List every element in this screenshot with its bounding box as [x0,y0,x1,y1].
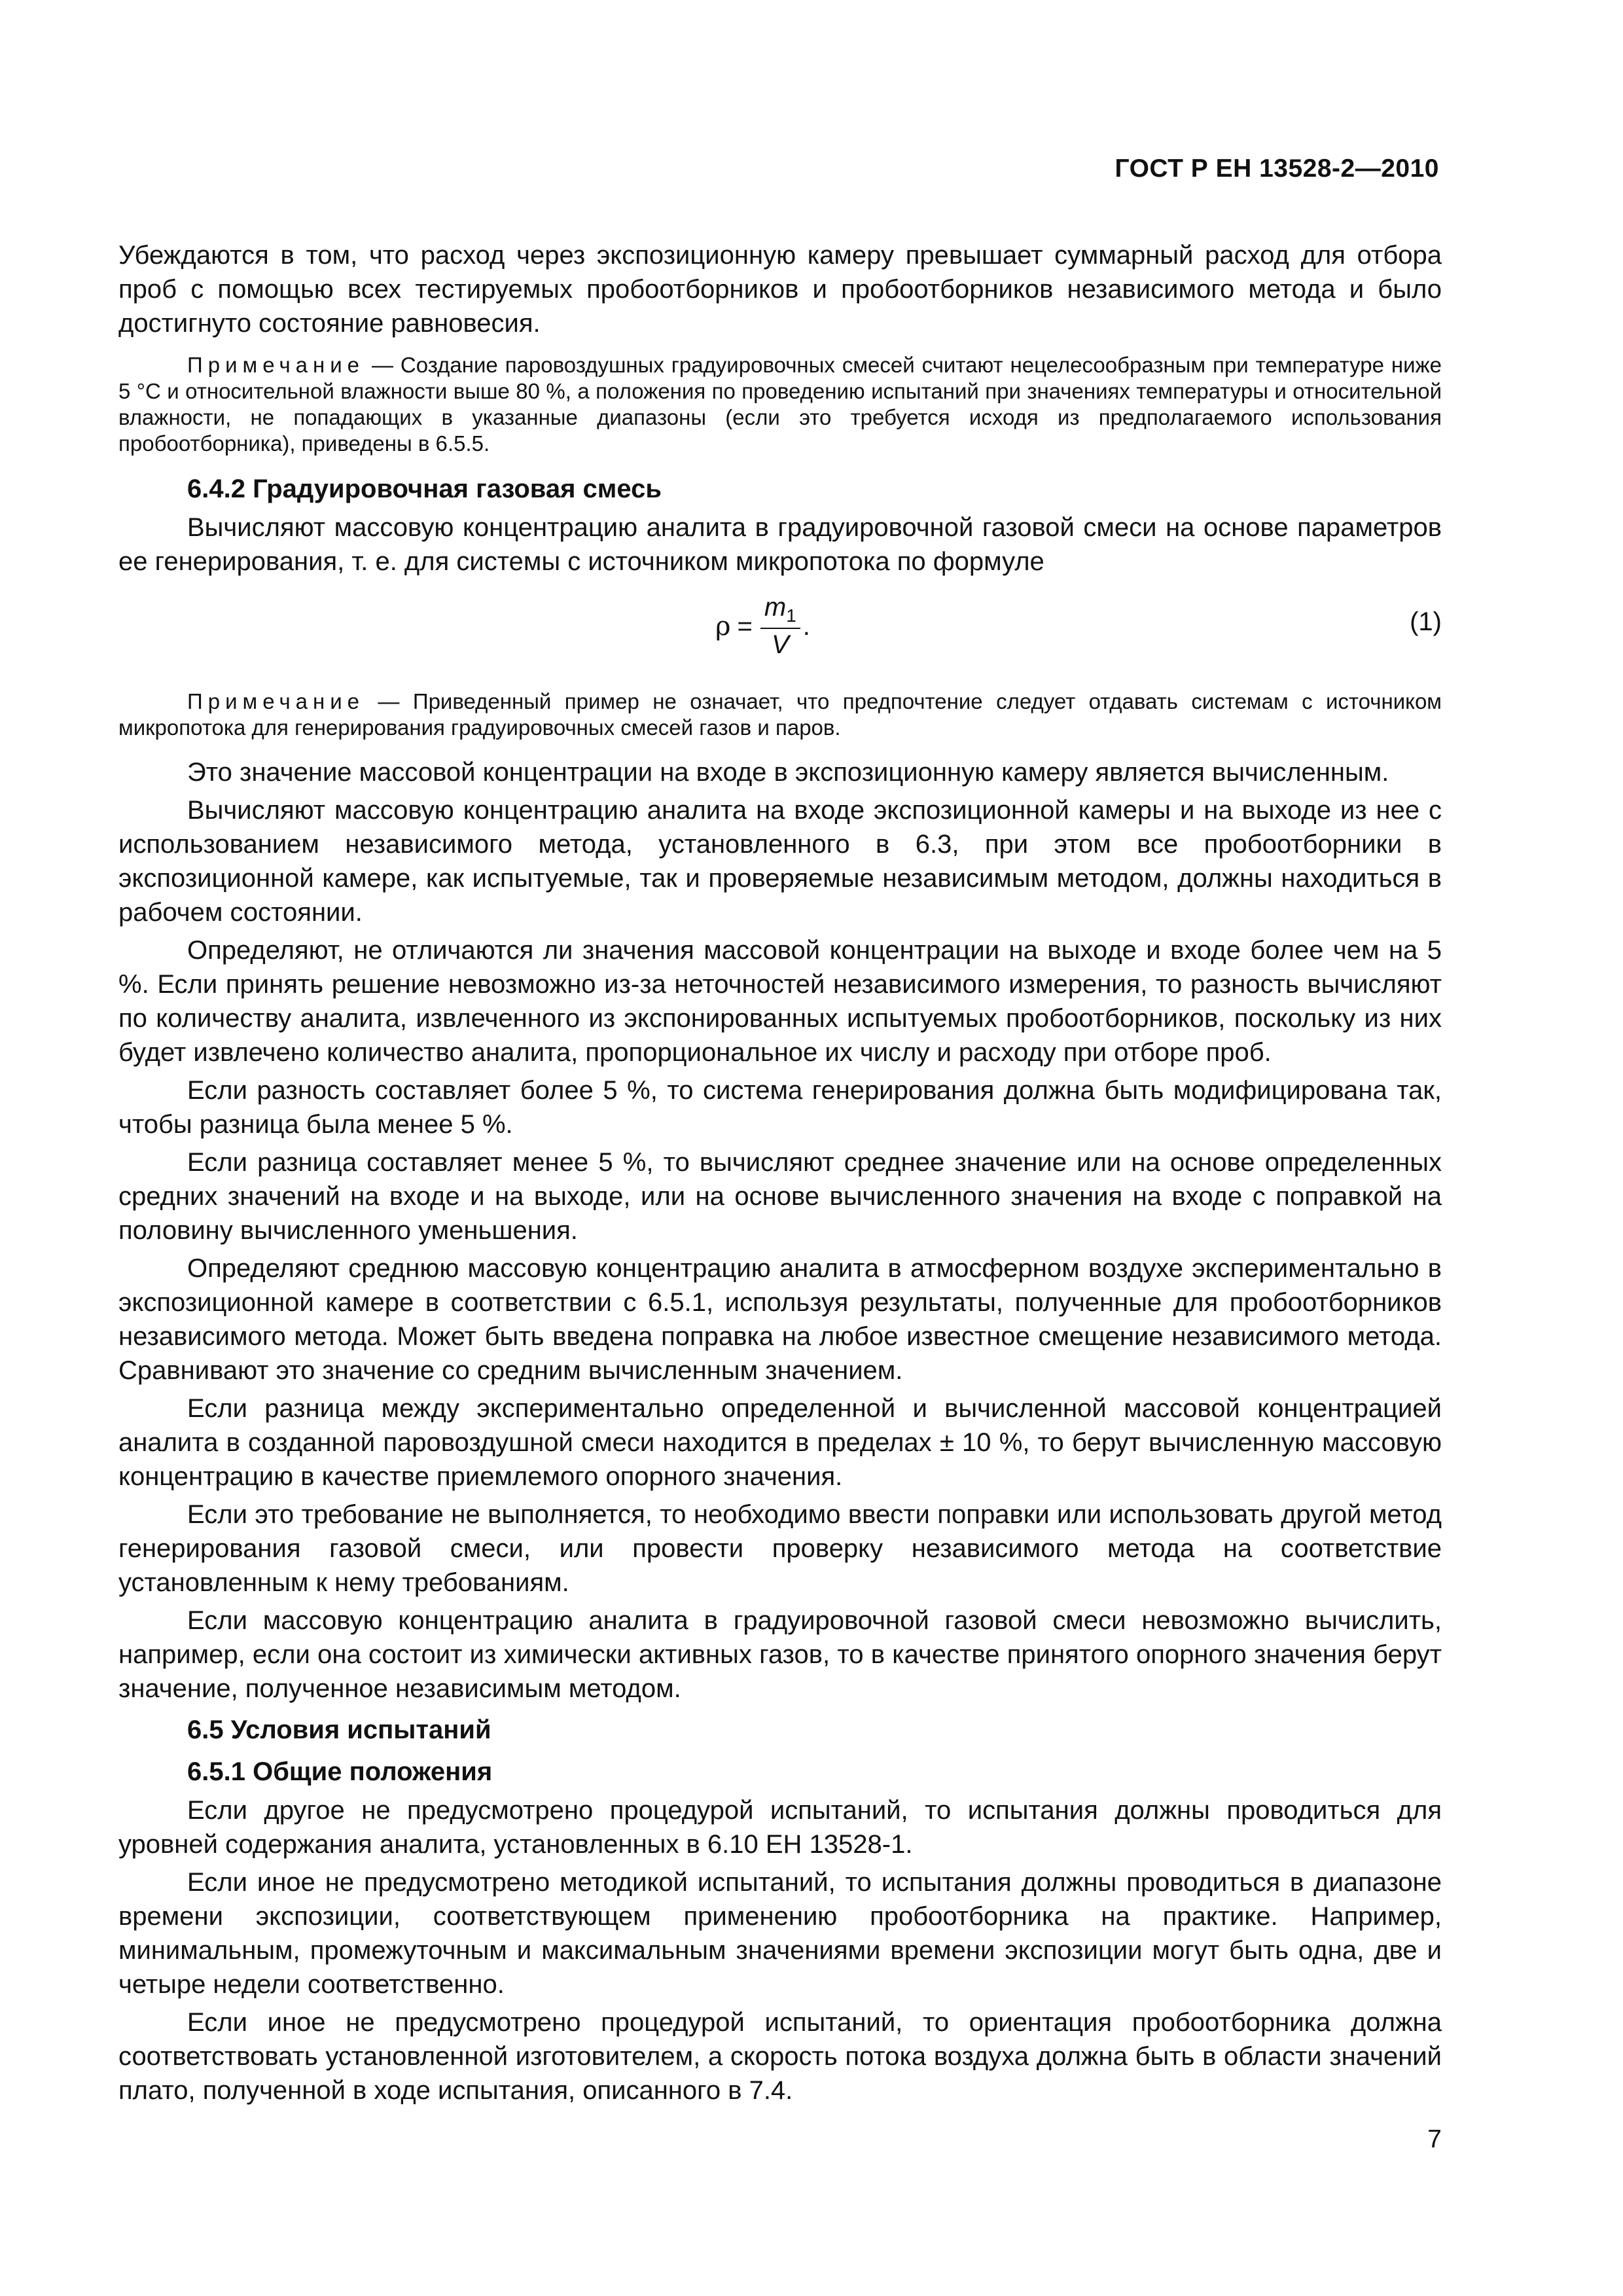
formula-denominator: V [771,630,789,659]
paragraph: Если разница между экспериментально определенной и вычисленной массовой концентрацией аналита в созданной паровоздушной смеси находится в пределах ± 10 %, то берут вычисленную массовую концентрацию в качестве приемлемого опорного значения. [118,1394,1442,1491]
paragraph: Если разность составляет более 5 %, то система генерирования должна быть модифицирована так, чтобы разница была менее 5 %. [118,1076,1442,1139]
note [118,352,1442,457]
section-heading-6-4-2: 6.4.2 Градуировочная газовая смесь [187,475,662,503]
paragraph: Если иное не предусмотрено методикой испытаний, то испытания должны проводиться в диапазоне времени экспозиции, соответствующем применению пробоотборника на практике. Например, минимальным, промежуточным и максимальным значениями времени экспозиции могут быть одна, две и четыре недели соответственно. [118,1868,1442,1999]
paragraph: Если это требование не выполняется, то необходимо ввести поправки или использовать другой метод генерирования газовой смеси, или провести проверку независимого метода на соответствие установленным к нему требованиям. [118,1500,1442,1597]
paragraph: Если разница составляет менее 5 %, то вычисляют среднее значение или на основе определенных средних значений на входе и на выходе, или на основе вычисленного значения на входе с поправкой на половину вычисленного уменьшения. [118,1148,1442,1245]
note-text: — Приведенный пример не означает, что предпочтение следует отдавать системам с источником микропотока для генерирования градуировочных смесей газов и паров. [118,689,1442,740]
formula-1 [118,585,1442,670]
paragraph: Вычисляют массовую концентрацию аналита в градуировочной газовой смеси на основе параметров ее генерирования, т. е. для системы с источником микропотока по формуле [118,513,1442,576]
formula-expression [715,593,810,660]
note-label: Примечание [187,689,365,713]
note-text: — Создание паровоздушных градуировочных смесей считают нецелесообразным при температуре ниже 5 °С и относительной влажности выше 80 %, а положения по проведению испытаний при значениях температуры и относительной влажности, не попадающих в указанные диапазоны (если это требуется исходя из предполагаемого использования пробоотборника), приведены в 6.5.5. [118,353,1442,456]
formula-lhs: ρ [715,611,731,641]
formula-fraction [760,593,800,660]
formula-number: (1) [1410,607,1442,636]
paragraph: Если массовую концентрацию аналита в градуировочной газовой смеси невозможно вычислить, например, если она состоит из химически активных газов, то в качестве принятого опорного значения берут значение, полученное независимым методом. [118,1606,1442,1703]
formula-equals: = [737,611,753,641]
formula-numerator [760,593,800,629]
note [118,689,1442,741]
note-label: Примечание [187,353,365,377]
paragraph: Это значение массовой концентрации на входе в экспозиционную камеру является вычисленным. [187,758,1389,787]
document-body [118,238,1442,2111]
section-heading-6-5: 6.5 Условия испытаний [187,1715,491,1744]
paragraph: Если иное не предусмотрено процедурой испытаний, то ориентация пробоотборника должна соответствовать установленной изготовителем, а скорость потока воздуха должна быть в области значений плато, полученной в ходе испытания, описанного в 7.4. [118,2008,1442,2105]
document-header: ГОСТ Р ЕН 13528-2—2010 [1115,154,1439,183]
formula-trailing: . [802,611,810,641]
numerator-symbol: m [764,593,787,622]
page-number: 7 [1427,2125,1442,2153]
paragraph: Определяют среднюю массовую концентрацию аналита в атмосферном воздухе экспериментально в экспозиционной камере в соответствии с 6.5.1, используя результаты, полученные для пробоотборников независимого метода. Может быть введена поправка на любое известное смещение независимого метода. Сравнивают это значение со средним вычисленным значением. [118,1254,1442,1385]
numerator-subscript: 1 [786,605,796,626]
paragraph: Определяют, не отличаются ли значения массовой концентрации на выходе и входе более чем на 5 %. Если принять решение невозможно из-за неточностей независимого измерения, то разность вычисляют по количеству аналита, извлеченного из экспонированных испытуемых пробоотборников, поскольку из них будет извлечено количество аналита, пропорциональное их числу и расходу при отборе проб. [118,936,1442,1067]
section-heading-6-5-1: 6.5.1 Общие положения [187,1757,493,1786]
paragraph: Убеждаются в том, что расход через экспозиционную камеру превышает суммарный расход для отбора проб с помощью всех тестируемых пробоотборников и пробоотборников независимого метода и было достигнуто состояние равновесия. [118,241,1442,338]
paragraph: Вычисляют массовую концентрацию аналита на входе экспозиционной камеры и на выходе из нее с использованием независимого метода, установленного в 6.3, при этом все пробоотборники в экспозиционной камере, как испытуемые, так и проверяемые независимым методом, должны находиться в рабочем состоянии. [118,796,1442,927]
paragraph: Если другое не предусмотрено процедурой испытаний, то испытания должны проводиться для уровней содержания аналита, установленных в 6.10 ЕН 13528-1. [118,1796,1442,1859]
